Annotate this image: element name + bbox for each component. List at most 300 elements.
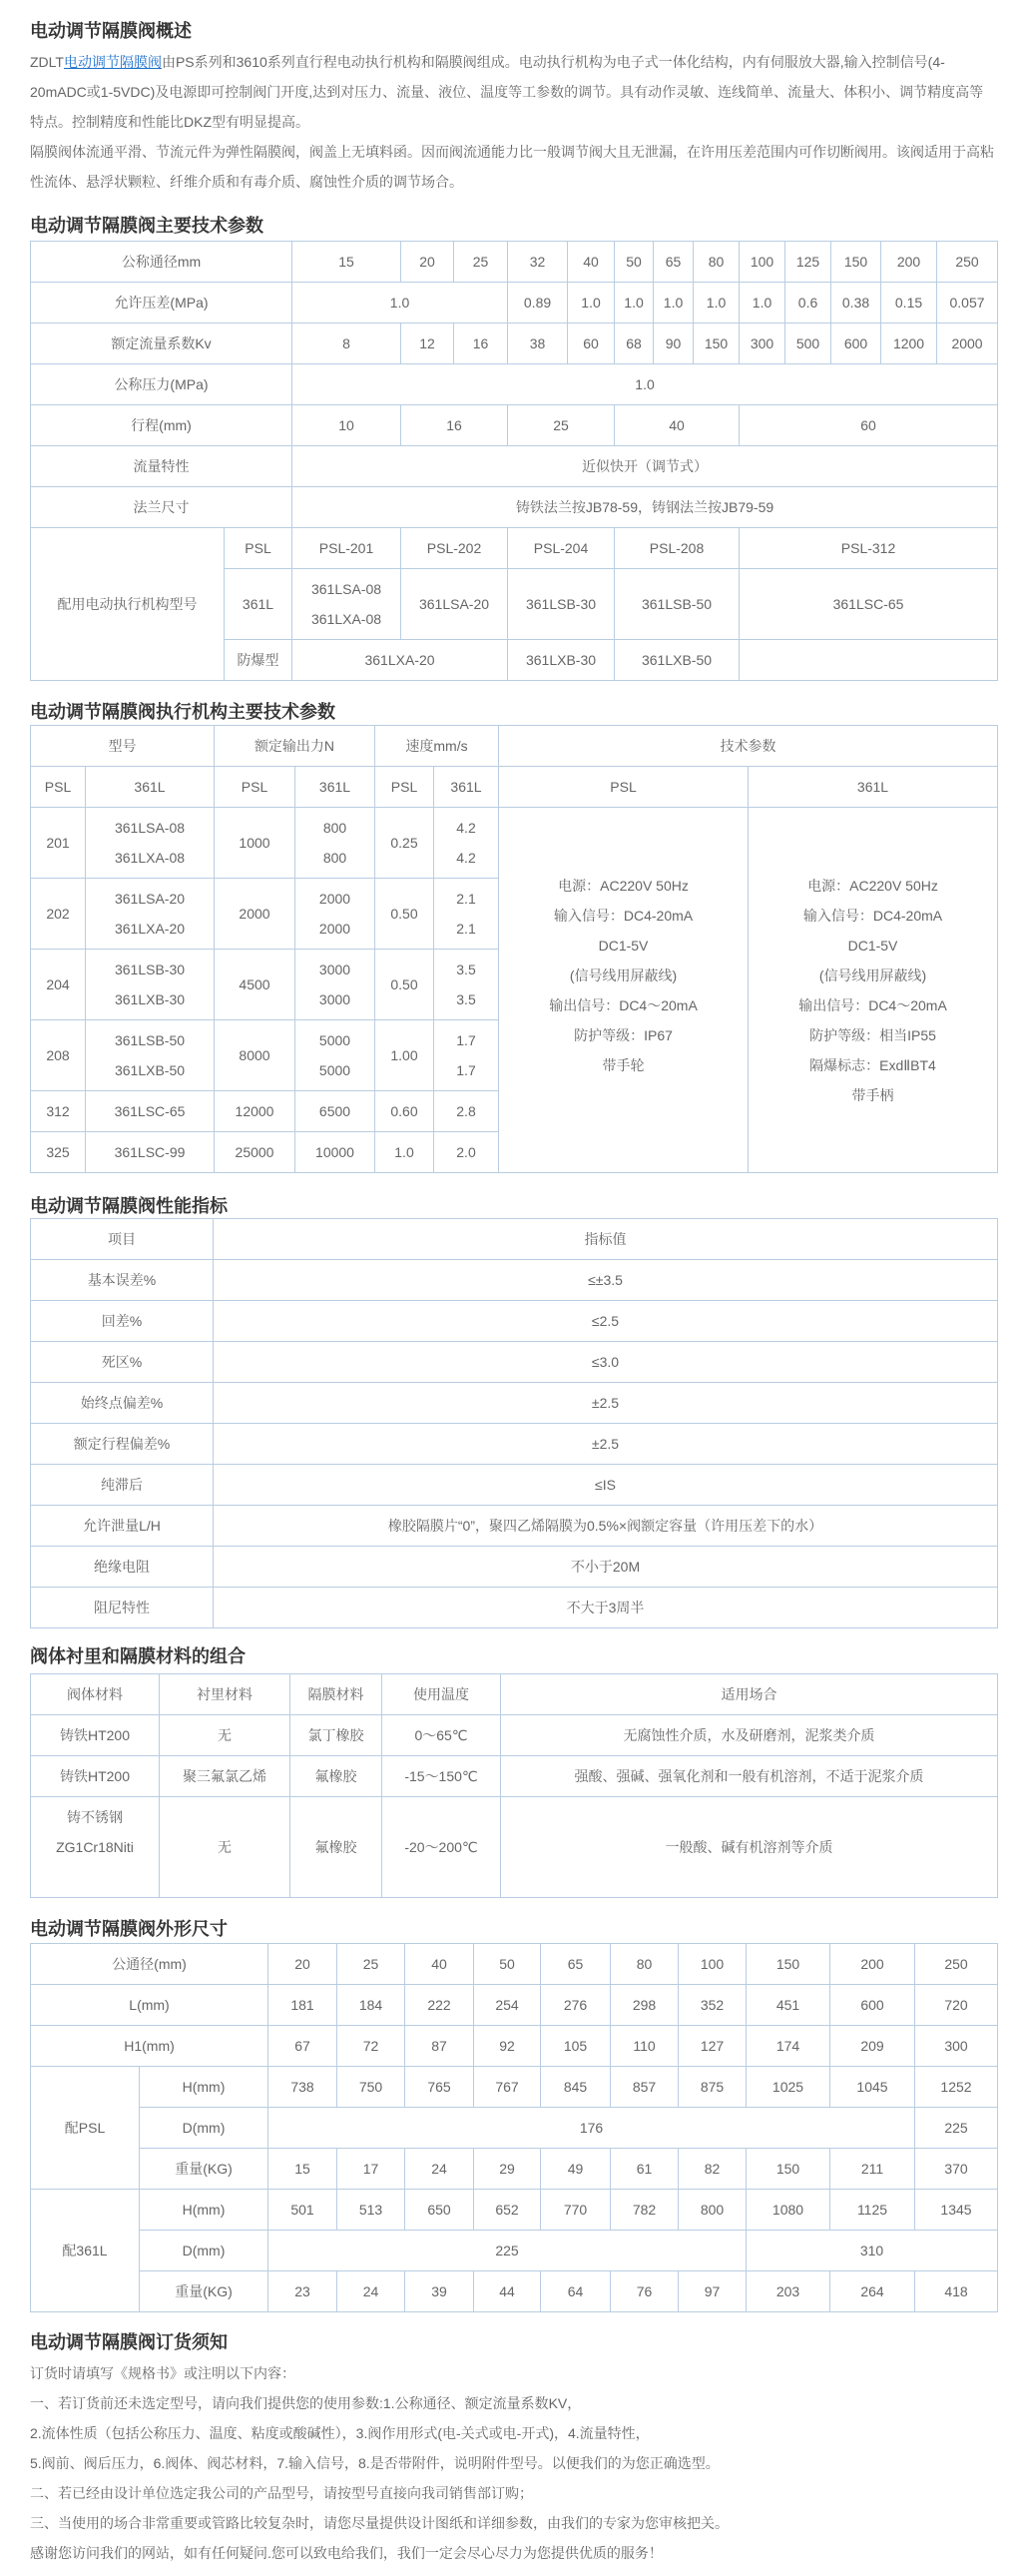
performance-cell: 回差% bbox=[31, 1301, 214, 1342]
actuator-cell: PSL bbox=[499, 767, 749, 808]
section-heading-actuator: 电动调节隔膜阀执行机构主要技术参数 bbox=[30, 702, 335, 722]
specs-cell: 40 bbox=[568, 242, 615, 283]
specs-cell: 1.0 bbox=[654, 283, 694, 323]
specs-cell: 1.0 bbox=[292, 364, 998, 405]
ordering-text bbox=[30, 2358, 1008, 2568]
specs-cell: 16 bbox=[401, 405, 508, 446]
dimensions-cell: 20 bbox=[268, 1944, 337, 1985]
cell-line: 2000 bbox=[318, 891, 351, 907]
dimensions-cell: 39 bbox=[405, 2271, 474, 2312]
dimensions-cell: 875 bbox=[679, 2067, 747, 2108]
actuator-cell bbox=[295, 1020, 375, 1091]
dimensions-cell: 29 bbox=[474, 2149, 541, 2190]
specs-cell: 20 bbox=[401, 242, 454, 283]
materials-table bbox=[30, 1673, 998, 1898]
dimensions-cell: 770 bbox=[541, 2190, 611, 2231]
cell-line: 361LXA-20 bbox=[114, 921, 186, 937]
dimensions-cell: 181 bbox=[268, 1985, 337, 2026]
actuator-cell: 0.25 bbox=[375, 808, 434, 879]
specs-cell: PSL-204 bbox=[508, 528, 615, 569]
actuator-row bbox=[31, 808, 998, 879]
ordering-line: 一、若订货前还未选定型号，请向我们提供您的使用参数:1.公称通径、额定流量系数KV， bbox=[30, 2395, 582, 2411]
specs-cell: 361LXB-50 bbox=[615, 640, 740, 681]
cell-line: 隔爆标志：ExdⅡBT4 bbox=[809, 1056, 936, 1073]
actuator-cell: PSL bbox=[31, 767, 86, 808]
dimensions-cell: 501 bbox=[268, 2190, 337, 2231]
actuator-cell: 208 bbox=[31, 1020, 86, 1091]
dimensions-cell: 203 bbox=[747, 2271, 830, 2312]
materials-cell bbox=[31, 1797, 160, 1898]
materials-row bbox=[31, 1674, 998, 1715]
dimensions-cell: 370 bbox=[915, 2149, 998, 2190]
actuator-cell: 0.50 bbox=[375, 879, 434, 950]
actuator-cell bbox=[86, 950, 215, 1020]
cell-line: 3.5 bbox=[456, 991, 476, 1007]
dimensions-cell: 1045 bbox=[830, 2067, 915, 2108]
specs-cell: 361LSA-20 bbox=[401, 569, 508, 640]
materials-cell: 无 bbox=[160, 1715, 290, 1756]
specs-cell: 铸铁法兰按JB78-59，铸钢法兰按JB79-59 bbox=[292, 487, 998, 528]
overview-line: 特点。控制精度和性能比DKZ型有明显提高。 bbox=[30, 114, 309, 130]
actuator-cell: 361L bbox=[86, 767, 215, 808]
specs-cell: PSL-208 bbox=[615, 528, 740, 569]
specs-cell: 0.89 bbox=[508, 283, 568, 323]
materials-cell: 无 bbox=[160, 1797, 290, 1898]
actuator-cell: 361L bbox=[749, 767, 998, 808]
dimensions-cell: 87 bbox=[405, 2026, 474, 2067]
actuator-cell: 2.0 bbox=[434, 1132, 499, 1173]
dimensions-cell: 61 bbox=[611, 2149, 679, 2190]
dimensions-cell: 150 bbox=[747, 1944, 830, 1985]
dimensions-table bbox=[30, 1943, 998, 2312]
actuator-cell bbox=[434, 879, 499, 950]
cell-line: 361LSA-08 bbox=[310, 581, 382, 597]
performance-cell: 绝缘电阻 bbox=[31, 1547, 214, 1588]
specs-row bbox=[31, 364, 998, 405]
dimensions-cell: 40 bbox=[405, 1944, 474, 1985]
specs-cell: 68 bbox=[615, 323, 654, 364]
specs-cell: 600 bbox=[831, 323, 881, 364]
performance-cell: ≤3.0 bbox=[214, 1342, 998, 1383]
specs-cell: 0.38 bbox=[831, 283, 881, 323]
dimensions-cell: 264 bbox=[830, 2271, 915, 2312]
actuator-cell bbox=[499, 808, 749, 1173]
dimensions-cell: 24 bbox=[405, 2149, 474, 2190]
dimensions-cell: 72 bbox=[337, 2026, 405, 2067]
cell-line: 带手柄 bbox=[851, 1086, 894, 1103]
performance-cell: 不小于20M bbox=[214, 1547, 998, 1588]
ordering-line: 三、当使用的场合非常重要或管路比较复杂时，请您尽量提供设计图纸和详细参数，由我们的专家为您审核把关。 bbox=[30, 2515, 729, 2531]
cell-line: 361LXB-30 bbox=[114, 991, 186, 1007]
dimensions-cell: 1025 bbox=[747, 2067, 830, 2108]
dimensions-row bbox=[31, 2149, 998, 2190]
specs-cell: 额定流量系数Kv bbox=[31, 323, 292, 364]
actuator-cell: 10000 bbox=[295, 1132, 375, 1173]
dimensions-cell: 50 bbox=[474, 1944, 541, 1985]
materials-cell: 铸铁HT200 bbox=[31, 1715, 160, 1756]
actuator-cell: 型号 bbox=[31, 726, 215, 767]
dimensions-row bbox=[31, 2231, 998, 2271]
dimensions-cell: 67 bbox=[268, 2026, 337, 2067]
dimensions-cell: 76 bbox=[611, 2271, 679, 2312]
dimensions-cell: 150 bbox=[747, 2149, 830, 2190]
dimensions-cell: 1080 bbox=[747, 2190, 830, 2231]
specs-cell: 150 bbox=[831, 242, 881, 283]
dimensions-cell: 100 bbox=[679, 1944, 747, 1985]
specs-cell: 361LXB-30 bbox=[508, 640, 615, 681]
dimensions-cell: 720 bbox=[915, 1985, 998, 2026]
actuator-cell: 361L bbox=[434, 767, 499, 808]
specs-row bbox=[31, 242, 998, 283]
actuator-cell: 2.8 bbox=[434, 1091, 499, 1132]
dimensions-cell: 24 bbox=[337, 2271, 405, 2312]
dimensions-cell: 310 bbox=[747, 2231, 998, 2271]
cell-line: (信号线用屏蔽线) bbox=[818, 966, 927, 983]
materials-cell: 氟橡胶 bbox=[290, 1797, 382, 1898]
dimensions-cell: 750 bbox=[337, 2067, 405, 2108]
cell-line: 800 bbox=[322, 820, 347, 836]
dimensions-cell: 352 bbox=[679, 1985, 747, 2026]
dimensions-cell: 配PSL bbox=[31, 2067, 140, 2190]
actuator-cell: 1.00 bbox=[375, 1020, 434, 1091]
performance-cell: ≤2.5 bbox=[214, 1301, 998, 1342]
actuator-cell: PSL bbox=[215, 767, 295, 808]
cell-line: 3000 bbox=[318, 962, 351, 977]
cell-line: 铸不锈钢 bbox=[67, 1809, 123, 1825]
specs-cell: PSL-201 bbox=[292, 528, 401, 569]
dimensions-cell: 418 bbox=[915, 2271, 998, 2312]
performance-cell: ±2.5 bbox=[214, 1383, 998, 1424]
dimensions-cell: 127 bbox=[679, 2026, 747, 2067]
overview-text bbox=[30, 47, 1008, 197]
cell-line: 1.7 bbox=[456, 1062, 476, 1078]
actuator-cell: 2000 bbox=[215, 879, 295, 950]
dimensions-cell: 276 bbox=[541, 1985, 611, 2026]
performance-row bbox=[31, 1424, 998, 1465]
specs-cell: 80 bbox=[694, 242, 740, 283]
overview-line: 隔膜阀体流通平滑、节流元件为弹性隔膜阀，阀盖上无填料函。因而阀流通能力比一般调节阀大且无泄漏，在许用压差范围内可作切断阀用。该阀适用于高粘 bbox=[30, 144, 994, 160]
overview-line bbox=[30, 47, 1008, 77]
specs-cell: 1200 bbox=[881, 323, 937, 364]
section-heading-ordering: 电动调节隔膜阀订货须知 bbox=[30, 2332, 228, 2352]
cell-line: 2.1 bbox=[456, 921, 476, 937]
dimensions-cell: 重量(KG) bbox=[140, 2149, 268, 2190]
dimensions-row bbox=[31, 2190, 998, 2231]
specs-cell: 65 bbox=[654, 242, 694, 283]
specs-cell: 允许压差(MPa) bbox=[31, 283, 292, 323]
specs-cell: 近似快开（调节式） bbox=[292, 446, 998, 487]
cell-line: 2000 bbox=[318, 921, 351, 937]
actuator-cell: 361L bbox=[295, 767, 375, 808]
specs-row bbox=[31, 283, 998, 323]
actuator-cell: 201 bbox=[31, 808, 86, 879]
dimensions-cell: 44 bbox=[474, 2271, 541, 2312]
specs-cell: 15 bbox=[292, 242, 401, 283]
specs-cell: 125 bbox=[785, 242, 831, 283]
performance-cell: 阻尼特性 bbox=[31, 1588, 214, 1628]
section-heading-materials: 阀体衬里和隔膜材料的组合 bbox=[30, 1646, 246, 1666]
cell-line: DC1-5V bbox=[598, 937, 649, 954]
materials-row bbox=[31, 1715, 998, 1756]
dimensions-cell: 174 bbox=[747, 2026, 830, 2067]
dimensions-cell: 845 bbox=[541, 2067, 611, 2108]
dimensions-cell: D(mm) bbox=[140, 2231, 268, 2271]
performance-cell: 不大于3周半 bbox=[214, 1588, 998, 1628]
cell-line: 防护等级：IP67 bbox=[574, 1026, 673, 1043]
ordering-line: 感谢您访问我们的网站，如有任何疑问.您可以致电给我们，我们一定会尽心尽力为您提供优质的服务！ bbox=[30, 2545, 663, 2561]
specs-cell: 12 bbox=[401, 323, 454, 364]
specs-cell: 0.6 bbox=[785, 283, 831, 323]
actuator-cell bbox=[749, 808, 998, 1173]
cell-line: 输入信号：DC4-20mA bbox=[802, 907, 943, 924]
cell-line: 输入信号：DC4-20mA bbox=[553, 907, 694, 924]
dimensions-cell: 64 bbox=[541, 2271, 611, 2312]
dimensions-cell: D(mm) bbox=[140, 2108, 268, 2149]
actuator-cell: 325 bbox=[31, 1132, 86, 1173]
cell-line: 361LSA-20 bbox=[114, 891, 186, 907]
performance-cell: ≤±3.5 bbox=[214, 1260, 998, 1301]
specs-cell: 10 bbox=[292, 405, 401, 446]
cell-line: 361LXB-50 bbox=[114, 1062, 186, 1078]
actuator-cell: 额定输出力N bbox=[215, 726, 375, 767]
dimensions-cell: 97 bbox=[679, 2271, 747, 2312]
cell-line: ZG1Cr18Niti bbox=[56, 1839, 134, 1855]
dimensions-cell: 225 bbox=[268, 2231, 747, 2271]
dimensions-row bbox=[31, 1985, 998, 2026]
cell-line: 361LXA-08 bbox=[310, 611, 382, 627]
specs-cell: PSL-202 bbox=[401, 528, 508, 569]
actuator-cell: 4500 bbox=[215, 950, 295, 1020]
actuator-cell: PSL bbox=[375, 767, 434, 808]
dimensions-cell: 738 bbox=[268, 2067, 337, 2108]
specs-cell: 60 bbox=[740, 405, 998, 446]
specs-cell: PSL bbox=[225, 528, 292, 569]
materials-cell: 聚三氟氯乙烯 bbox=[160, 1756, 290, 1797]
materials-cell: 铸铁HT200 bbox=[31, 1756, 160, 1797]
overview-suffix: 由PS系列和3610系列直行程电动执行机构和隔膜阀组成。电动执行机构为电子式一体化结构，内有伺服放大器,输入控制信号(4- bbox=[161, 54, 945, 70]
performance-row bbox=[31, 1547, 998, 1588]
specs-cell bbox=[292, 569, 401, 640]
performance-row bbox=[31, 1506, 998, 1547]
specs-cell: 40 bbox=[615, 405, 740, 446]
materials-cell: 阀体材料 bbox=[31, 1674, 160, 1715]
materials-cell: 适用场合 bbox=[501, 1674, 998, 1715]
specs-cell: 200 bbox=[881, 242, 937, 283]
materials-cell: -15～150℃ bbox=[382, 1756, 501, 1797]
dimensions-cell: 65 bbox=[541, 1944, 611, 1985]
cell-line: 带手轮 bbox=[602, 1056, 645, 1073]
dimensions-cell: 857 bbox=[611, 2067, 679, 2108]
actuator-cell bbox=[434, 808, 499, 879]
performance-row bbox=[31, 1260, 998, 1301]
product-link[interactable]: 电动调节隔膜阀 bbox=[63, 54, 162, 70]
actuator-cell bbox=[295, 879, 375, 950]
cell-line: 3000 bbox=[318, 991, 351, 1007]
specs-cell: 25 bbox=[454, 242, 508, 283]
cell-line bbox=[33, 1862, 157, 1892]
dimensions-cell: 176 bbox=[268, 2108, 915, 2149]
performance-cell: ≤IS bbox=[214, 1465, 998, 1506]
cell-line: DC1-5V bbox=[847, 937, 898, 954]
cell-line: 2.1 bbox=[456, 891, 476, 907]
specs-cell: 0.15 bbox=[881, 283, 937, 323]
actuator-cell: 技术参数 bbox=[499, 726, 998, 767]
actuator-cell bbox=[434, 950, 499, 1020]
dimensions-cell: 765 bbox=[405, 2067, 474, 2108]
specs-cell: 361LSC-65 bbox=[740, 569, 998, 640]
materials-cell: 氟橡胶 bbox=[290, 1756, 382, 1797]
actuator-cell: 0.60 bbox=[375, 1091, 434, 1132]
materials-cell: 无腐蚀性介质，水及研磨剂，泥浆类介质 bbox=[501, 1715, 998, 1756]
performance-row bbox=[31, 1465, 998, 1506]
specs-cell bbox=[740, 640, 998, 681]
cell-line: 输出信号：DC4～20mA bbox=[549, 996, 698, 1013]
specs-cell: 1.0 bbox=[740, 283, 785, 323]
specs-cell: 90 bbox=[654, 323, 694, 364]
specs-cell: 500 bbox=[785, 323, 831, 364]
specs-cell: 1.0 bbox=[615, 283, 654, 323]
specs-cell: 0.057 bbox=[937, 283, 998, 323]
section-heading-overview: 电动调节隔膜阀概述 bbox=[30, 21, 192, 41]
specs-cell: 300 bbox=[740, 323, 785, 364]
actuator-table bbox=[30, 725, 998, 1173]
dimensions-cell: 15 bbox=[268, 2149, 337, 2190]
specs-cell: 361LSB-30 bbox=[508, 569, 615, 640]
cell-line: 3.5 bbox=[456, 962, 476, 977]
specs-cell: 2000 bbox=[937, 323, 998, 364]
dimensions-cell: 451 bbox=[747, 1985, 830, 2026]
cell-line: 防护等级：相当IP55 bbox=[809, 1026, 936, 1043]
dimensions-cell: H(mm) bbox=[140, 2190, 268, 2231]
actuator-cell bbox=[434, 1020, 499, 1091]
dimensions-cell: 300 bbox=[915, 2026, 998, 2067]
dimensions-cell: 82 bbox=[679, 2149, 747, 2190]
materials-cell: 氯丁橡胶 bbox=[290, 1715, 382, 1756]
dimensions-row bbox=[31, 2026, 998, 2067]
dimensions-cell: 49 bbox=[541, 2149, 611, 2190]
section-heading-dimensions: 电动调节隔膜阀外形尺寸 bbox=[30, 1919, 228, 1939]
dimensions-cell: 222 bbox=[405, 1985, 474, 2026]
materials-cell: 衬里材料 bbox=[160, 1674, 290, 1715]
ordering-line: 二、若已经由设计单位选定我公司的产品型号，请按型号直接向我司销售部订购； bbox=[30, 2485, 533, 2501]
actuator-cell: 6500 bbox=[295, 1091, 375, 1132]
specs-row bbox=[31, 446, 998, 487]
dimensions-cell: 225 bbox=[915, 2108, 998, 2149]
specs-cell: 38 bbox=[508, 323, 568, 364]
actuator-cell: 361LSC-65 bbox=[86, 1091, 215, 1132]
dimensions-cell: 767 bbox=[474, 2067, 541, 2108]
dimensions-cell: 650 bbox=[405, 2190, 474, 2231]
dimensions-row bbox=[31, 1944, 998, 1985]
cell-line: 电源：AC220V 50Hz bbox=[558, 877, 689, 894]
actuator-cell: 204 bbox=[31, 950, 86, 1020]
specs-cell: 250 bbox=[937, 242, 998, 283]
cell-line: 输出信号：DC4～20mA bbox=[798, 996, 947, 1013]
performance-cell: 项目 bbox=[31, 1219, 214, 1260]
performance-row bbox=[31, 1219, 998, 1260]
performance-row bbox=[31, 1301, 998, 1342]
dimensions-cell: 重量(KG) bbox=[140, 2271, 268, 2312]
specs-cell: 16 bbox=[454, 323, 508, 364]
section-heading-specs: 电动调节隔膜阀主要技术参数 bbox=[30, 216, 263, 236]
dimensions-cell: 250 bbox=[915, 1944, 998, 1985]
specs-cell: 100 bbox=[740, 242, 785, 283]
cell-line: (信号线用屏蔽线) bbox=[569, 966, 678, 983]
materials-row bbox=[31, 1756, 998, 1797]
specs-cell: 法兰尺寸 bbox=[31, 487, 292, 528]
materials-row bbox=[31, 1797, 998, 1898]
dimensions-row bbox=[31, 2271, 998, 2312]
actuator-row bbox=[31, 767, 998, 808]
cell-line: 电源：AC220V 50Hz bbox=[807, 877, 938, 894]
specs-cell: 1.0 bbox=[292, 283, 508, 323]
specs-row bbox=[31, 487, 998, 528]
overview-line: 性流体、悬浮状颗粒、纤维介质和有毒介质、腐蚀性介质的调节场合。 bbox=[30, 174, 463, 190]
dimensions-cell: 23 bbox=[268, 2271, 337, 2312]
dimensions-cell: 184 bbox=[337, 1985, 405, 2026]
cell-line: 361LSB-30 bbox=[114, 962, 186, 977]
section-heading-performance: 电动调节隔膜阀性能指标 bbox=[30, 1196, 228, 1216]
specs-row bbox=[31, 528, 998, 569]
specs-cell: 361LSB-50 bbox=[615, 569, 740, 640]
cell-line: 361LSA-08 bbox=[114, 820, 186, 836]
materials-cell: -20～200℃ bbox=[382, 1797, 501, 1898]
dimensions-cell: 配361L bbox=[31, 2190, 140, 2312]
materials-cell: 一般酸、碱有机溶剂等介质 bbox=[501, 1797, 998, 1898]
actuator-cell: 速度mm/s bbox=[375, 726, 499, 767]
ordering-line: 5.阀前、阀后压力，6.阀体、阀芯材料，7.输入信号，8.是否带附件，说明附件型号。以便我们的为您正确选型。 bbox=[30, 2455, 720, 2471]
performance-row bbox=[31, 1383, 998, 1424]
specs-table bbox=[30, 241, 998, 681]
specs-cell: 公称压力(MPa) bbox=[31, 364, 292, 405]
performance-row bbox=[31, 1342, 998, 1383]
dimensions-cell: 1252 bbox=[915, 2067, 998, 2108]
specs-cell: 1.0 bbox=[694, 283, 740, 323]
dimensions-cell: 17 bbox=[337, 2149, 405, 2190]
specs-cell: 361LXA-20 bbox=[292, 640, 508, 681]
dimensions-cell: 1345 bbox=[915, 2190, 998, 2231]
actuator-cell: 202 bbox=[31, 879, 86, 950]
dimensions-cell: 254 bbox=[474, 1985, 541, 2026]
specs-cell: 防爆型 bbox=[225, 640, 292, 681]
dimensions-cell: 105 bbox=[541, 2026, 611, 2067]
performance-cell: ±2.5 bbox=[214, 1424, 998, 1465]
dimensions-row bbox=[31, 2108, 998, 2149]
specs-cell: 公称通径mm bbox=[31, 242, 292, 283]
cell-line: 361LXA-08 bbox=[114, 850, 186, 866]
cell-line: 5000 bbox=[318, 1032, 351, 1048]
overview-line: 20mADC或1-5VDC)及电源即可控制阀门开度,达到对压力、流量、液位、温度等工参数的调节。具有动作灵敏、连线简单、流量大、体积小、调节精度高等 bbox=[30, 84, 984, 100]
dimensions-cell: 110 bbox=[611, 2026, 679, 2067]
specs-cell: 配用电动执行机构型号 bbox=[31, 528, 225, 681]
dimensions-cell: 600 bbox=[830, 1985, 915, 2026]
specs-cell: 25 bbox=[508, 405, 615, 446]
specs-cell: 行程(mm) bbox=[31, 405, 292, 446]
cell-line: 4.2 bbox=[456, 820, 476, 836]
dimensions-cell: 209 bbox=[830, 2026, 915, 2067]
performance-cell: 死区% bbox=[31, 1342, 214, 1383]
cell-line: 800 bbox=[322, 850, 347, 866]
dimensions-cell: 1125 bbox=[830, 2190, 915, 2231]
dimensions-cell: 80 bbox=[611, 1944, 679, 1985]
ordering-line: 2.流体性质（包括公称压力、温度、粘度或酸碱性），3.阀作用形式(电-关式或电-开式)，4.流量特性， bbox=[30, 2425, 650, 2441]
specs-cell: 50 bbox=[615, 242, 654, 283]
cell-line: 5000 bbox=[318, 1062, 351, 1078]
performance-cell: 允许泄量L/H bbox=[31, 1506, 214, 1547]
dimensions-cell: 92 bbox=[474, 2026, 541, 2067]
cell-line: 361LSB-50 bbox=[114, 1032, 186, 1048]
specs-cell: 1.0 bbox=[568, 283, 615, 323]
